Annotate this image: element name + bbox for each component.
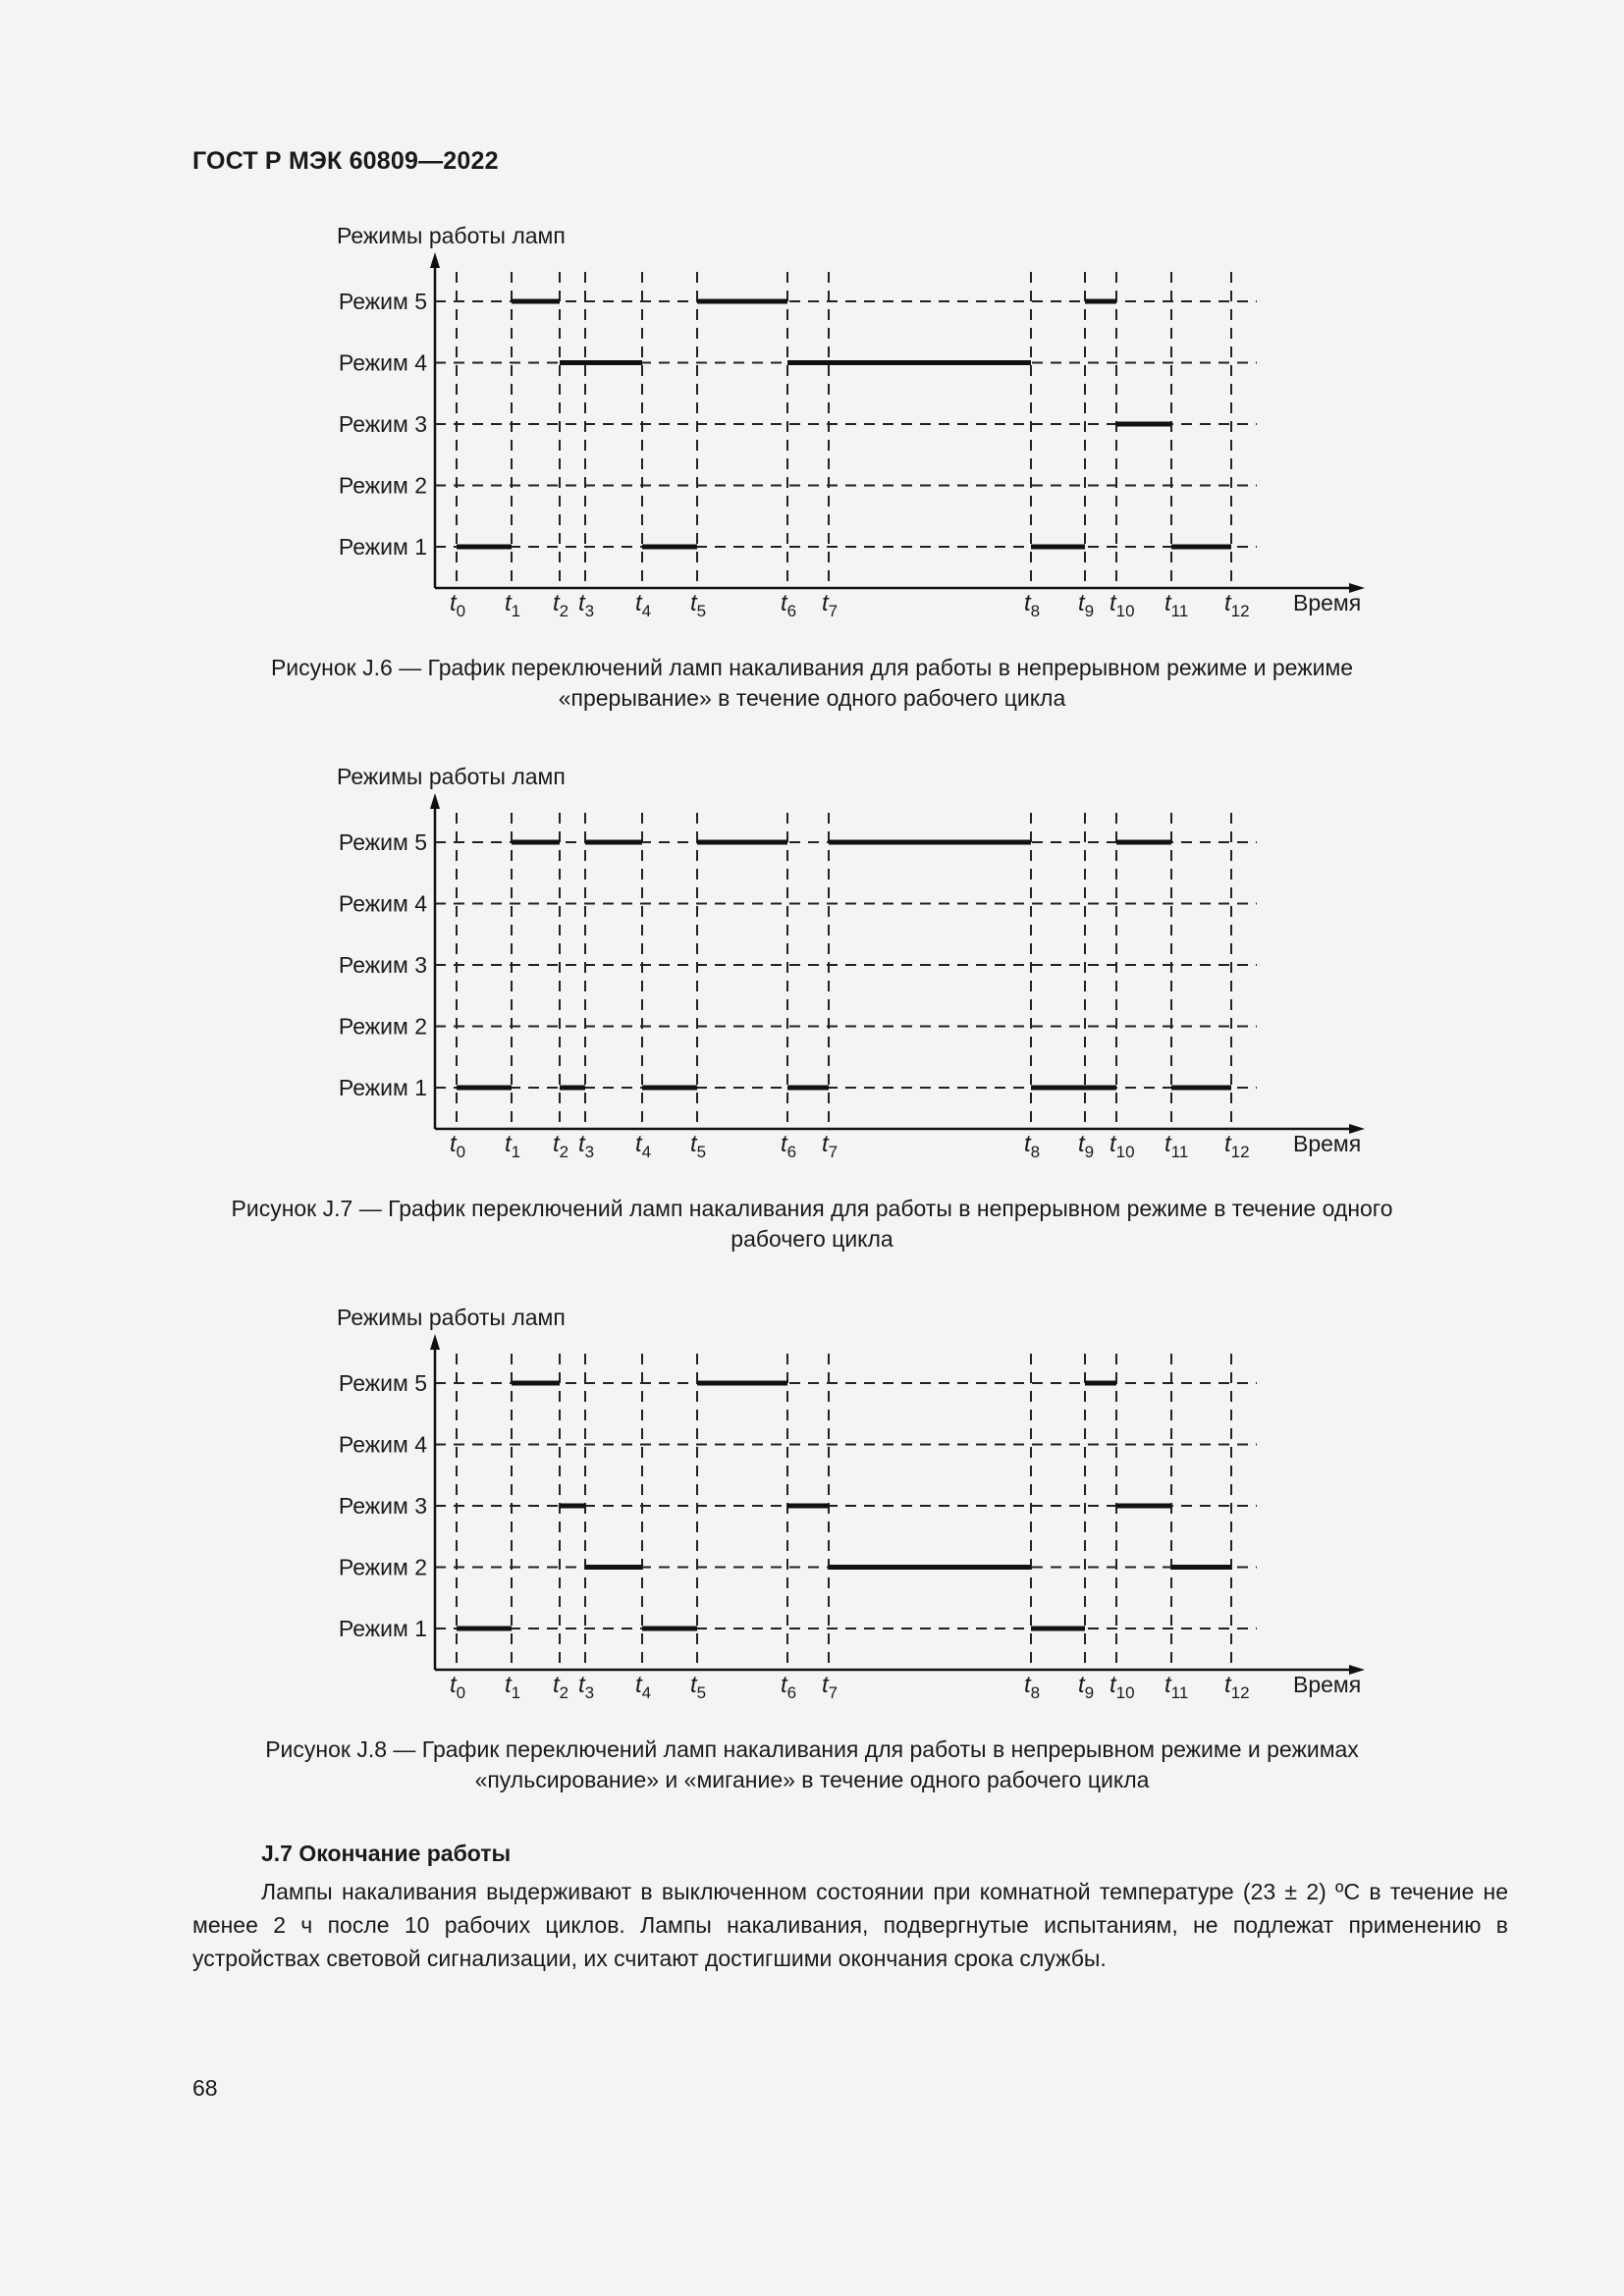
figure-caption-j6 [196,653,1428,714]
figure-j7 [0,762,1624,1174]
x-tick-label: $t_5$ [690,590,707,620]
x-tick-label: $t_6$ [781,1131,797,1161]
y-tick-label: Режим 5 [338,1370,427,1396]
x-tick-label: $t_2$ [553,590,569,620]
timing-chart-j7 [0,762,1624,1174]
figure-j8 [0,1303,1624,1715]
y-axis-arrow [430,252,440,268]
x-tick-label: $t_7$ [822,1672,839,1702]
x-tick-label: $t_8$ [1024,1672,1041,1702]
caption-line: Рисунок J.6 — График переключений ламп накаливания для работы в непрерывном режиме и режиме [270,655,1354,680]
section-body [192,1875,1508,1975]
x-tick-label: $t_{11}$ [1164,1672,1189,1702]
x-tick-label: $t_{10}$ [1110,1131,1135,1161]
y-tick-label: Режим 5 [338,289,427,314]
x-axis-label: Время [1293,590,1362,615]
page-number: 68 [192,2075,218,2101]
y-tick-label: Режим 1 [338,1616,427,1641]
x-tick-label: $t_{10}$ [1110,590,1135,620]
section-title: J.7 Окончание работы [261,1841,512,1866]
x-tick-label: $t_1$ [505,1131,521,1161]
x-tick-label: $t_0$ [450,1131,466,1161]
y-axis-label: Режимы работы ламп [337,223,566,248]
y-tick-label: Режим 4 [338,1431,427,1458]
y-tick-label: Режим 2 [338,1554,427,1580]
x-tick-label: $t_0$ [450,1672,466,1702]
x-tick-label: $t_{12}$ [1224,1131,1250,1161]
x-tick-label: $t_4$ [635,1131,652,1161]
x-tick-label: $t_1$ [505,590,521,620]
x-tick-label: $t_9$ [1078,1131,1095,1161]
caption-line: Рисунок J.8 — График переключений ламп накаливания для работы в непрерывном режиме и режимах [265,1736,1359,1762]
x-tick-label: $t_{11}$ [1164,1131,1189,1161]
x-tick-label: $t_{10}$ [1110,1672,1135,1702]
y-tick-label: Режим 3 [338,952,427,978]
x-tick-label: $t_2$ [553,1131,569,1161]
y-tick-label: Режим 4 [338,890,427,917]
x-tick-label: $t_{11}$ [1164,590,1189,620]
x-tick-label: $t_8$ [1024,1131,1041,1161]
x-tick-label: $t_7$ [822,590,839,620]
caption-line: «пульсирование» и «мигание» в течение одного рабочего цикла [474,1767,1150,1792]
x-axis-label: Время [1293,1131,1362,1156]
x-tick-label: $t_4$ [635,1672,652,1702]
figure-caption-j8 [196,1735,1428,1795]
y-tick-label: Режим 5 [338,829,427,855]
x-tick-label: $t_4$ [635,590,652,620]
timing-chart-j8 [0,1303,1624,1715]
x-tick-label: $t_3$ [578,1131,595,1161]
y-tick-label: Режим 3 [338,1493,427,1519]
y-axis-label: Режимы работы ламп [337,1305,566,1330]
x-tick-label: $t_7$ [822,1131,839,1161]
document-header: ГОСТ Р МЭК 60809—2022 [192,147,499,175]
y-tick-label: Режим 3 [338,411,427,437]
x-tick-label: $t_6$ [781,590,797,620]
x-tick-label: $t_9$ [1078,1672,1095,1702]
x-tick-label: $t_1$ [505,1672,521,1702]
x-tick-label: $t_8$ [1024,590,1041,620]
x-tick-label: $t_9$ [1078,590,1095,620]
y-tick-label: Режим 2 [338,1013,427,1040]
y-tick-label: Режим 2 [338,472,427,499]
caption-line: рабочего цикла [731,1226,893,1252]
x-tick-label: $t_6$ [781,1672,797,1702]
timing-chart-j6 [0,221,1624,633]
y-tick-label: Режим 4 [338,349,427,376]
x-tick-label: $t_3$ [578,1672,595,1702]
figure-j6 [0,221,1624,633]
x-tick-label: $t_2$ [553,1672,569,1702]
y-axis-label: Режимы работы ламп [337,764,566,789]
x-tick-label: $t_{12}$ [1224,1672,1250,1702]
x-tick-label: $t_0$ [450,590,466,620]
x-tick-label: $t_{12}$ [1224,590,1250,620]
x-axis-label: Время [1293,1672,1362,1697]
x-tick-label: $t_5$ [690,1131,707,1161]
figure-caption-j7 [196,1194,1428,1255]
x-tick-label: $t_5$ [690,1672,707,1702]
y-axis-arrow [430,793,440,809]
caption-line: «прерывание» в течение одного рабочего цикла [558,685,1066,711]
y-tick-label: Режим 1 [338,534,427,560]
y-tick-label: Режим 1 [338,1075,427,1100]
y-axis-arrow [430,1334,440,1350]
x-tick-label: $t_3$ [578,590,595,620]
section-paragraph: Лампы накаливания выдерживают в выключенном состоянии при комнатной температуре (23 ± 2) ºС в течение не менее 2 ч после 10 рабочих циклов. Лампы накаливания, подвергнутые испытаниям, не подлежат применению в устройствах световой сигнализации, их считают достигшими окончания срока службы. [192,1879,1508,1971]
caption-line: Рисунок J.7 — График переключений ламп накаливания для работы в непрерывном режиме в течение одного [231,1196,1393,1221]
